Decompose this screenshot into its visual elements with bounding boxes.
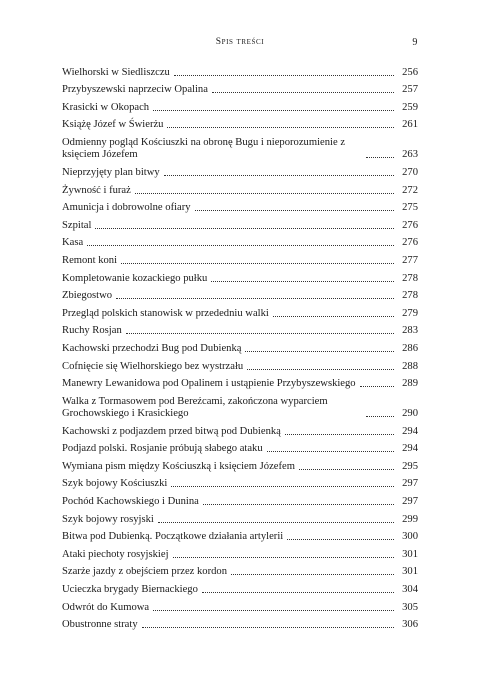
toc-entry-page: 256 — [402, 66, 418, 78]
toc-entry-page: 301 — [402, 566, 418, 578]
toc-entry-page: 263 — [402, 149, 418, 161]
header-title: Spis treści — [215, 37, 265, 47]
toc-entry-page: 278 — [402, 272, 418, 284]
toc-entry — [62, 232, 418, 250]
dot-leader — [267, 450, 394, 452]
toc-entry-page: 304 — [402, 584, 418, 596]
toc-entry-title: Książę Józef w Świerżu — [62, 119, 164, 131]
dot-leader — [171, 485, 394, 487]
toc-entry — [62, 420, 418, 438]
toc-entry — [62, 249, 418, 267]
toc-entry-title: Ataki piechoty rosyjskiej — [62, 548, 169, 560]
toc-entry — [62, 302, 418, 320]
toc-entry-title: Wielhorski w Siedliszczu — [62, 66, 170, 78]
dot-leader — [195, 209, 394, 211]
dot-leader — [366, 156, 394, 158]
toc-entry-title: Pochód Kachowskiego i Dunina — [62, 496, 199, 508]
toc-entry-title: Żywność i furaż — [62, 184, 131, 196]
dot-leader — [153, 609, 394, 611]
toc-entry — [62, 455, 418, 473]
toc-entry — [62, 285, 418, 303]
toc-entry-page: 270 — [402, 166, 418, 178]
toc-entry-page: 277 — [402, 254, 418, 266]
dot-leader — [202, 591, 394, 593]
toc-entry-title: Cofnięcie się Wielhorskiego bez wystrzału — [62, 360, 244, 372]
toc-entry — [62, 355, 418, 373]
toc-entry — [62, 131, 418, 161]
toc-entry — [62, 490, 418, 508]
toc-entry — [62, 179, 418, 197]
toc-entry-page: 288 — [402, 360, 418, 372]
toc-entry-page: 275 — [402, 202, 418, 214]
toc-entry-title: Nieprzyjęty plan bitwy — [62, 166, 160, 178]
toc-entry — [62, 114, 418, 132]
dot-leader — [153, 109, 394, 111]
toc-entry-title: Remont koni — [62, 254, 118, 266]
toc-entry-page: 261 — [402, 119, 418, 131]
toc-entry-page: 286 — [402, 342, 418, 354]
toc-entry-page: 299 — [402, 513, 418, 525]
toc-entry — [62, 390, 418, 420]
dot-leader — [287, 538, 394, 540]
toc-entry — [62, 543, 418, 561]
running-header — [62, 37, 418, 51]
toc-entry-page: 259 — [402, 101, 418, 113]
toc-entry-title: Szyk bojowy rosyjski — [62, 513, 154, 525]
dot-leader — [360, 385, 394, 387]
table-of-contents — [62, 61, 418, 631]
toc-entry — [62, 79, 418, 97]
toc-entry-page: 257 — [402, 84, 418, 96]
toc-entry-title: Szyk bojowy Kościuszki — [62, 478, 168, 490]
toc-entry — [62, 561, 418, 579]
toc-entry-page: 289 — [402, 378, 418, 390]
toc-entry-title: Obustronne straty — [62, 619, 138, 631]
toc-entry — [62, 161, 418, 179]
dot-leader — [211, 280, 394, 282]
toc-entry — [62, 197, 418, 215]
toc-entry — [62, 526, 418, 544]
dot-leader — [212, 91, 394, 93]
toc-entry — [62, 473, 418, 491]
dot-leader — [173, 556, 394, 558]
toc-entry — [62, 614, 418, 632]
toc-entry — [62, 373, 418, 391]
toc-entry-title: Zbiegostwo — [62, 290, 113, 302]
toc-entry-title: Podjazd polski. Rosjanie próbują słabego ataku — [62, 443, 263, 455]
dot-leader — [366, 415, 394, 417]
dot-leader — [285, 433, 394, 435]
toc-entry-page: 276 — [402, 219, 418, 231]
toc-entry-page: 305 — [402, 601, 418, 613]
toc-entry-title: Kompletowanie kozackiego pułku — [62, 272, 208, 284]
toc-entry-page: 297 — [402, 496, 418, 508]
dot-leader — [245, 350, 394, 352]
toc-entry-page: 290 — [402, 408, 418, 420]
toc-entry — [62, 596, 418, 614]
dot-leader — [95, 227, 394, 229]
toc-entry-page: 301 — [402, 548, 418, 560]
toc-entry-title: Odmienny pogląd Kościuszki na obronę Bugu i nieporozumienie z księciem Józefem — [62, 137, 346, 161]
dot-leader — [158, 521, 394, 523]
dot-leader — [174, 74, 394, 76]
toc-entry-title: Kachowski z podjazdem przed bitwą pod Dubienką — [62, 425, 281, 437]
dot-leader — [247, 368, 394, 370]
dot-leader — [121, 262, 394, 264]
dot-leader — [203, 503, 394, 505]
toc-entry — [62, 267, 418, 285]
toc-entry-page: 278 — [402, 290, 418, 302]
toc-entry-title: Ucieczka brygady Biernackiego — [62, 584, 198, 596]
toc-entry — [62, 96, 418, 114]
dot-leader — [299, 468, 394, 470]
toc-entry-title: Amunicja i dobrowolne ofiary — [62, 202, 191, 214]
toc-entry — [62, 578, 418, 596]
toc-entry-title: Walka z Tormasowem pod Bereźcami, zakończona wyparciem Grochowskiego i Krasickiego — [62, 396, 328, 420]
dot-leader — [167, 126, 394, 128]
toc-entry — [62, 438, 418, 456]
toc-entry-page: 297 — [402, 478, 418, 490]
dot-leader — [273, 315, 394, 317]
toc-entry — [62, 61, 418, 79]
toc-entry-title: Przegląd polskich stanowisk w przededniu walki — [62, 307, 269, 319]
toc-entry-title: Przybyszewski naprzeciw Opalina — [62, 84, 208, 96]
dot-leader — [142, 626, 394, 628]
toc-entry-page: 306 — [402, 619, 418, 631]
toc-entry-page: 276 — [402, 237, 418, 249]
toc-entry-title: Szpital — [62, 219, 92, 231]
toc-entry-title: Szarże jazdy z obejściem przez kordon — [62, 566, 228, 578]
toc-entry-title: Bitwa pod Dubienką. Początkowe działania artylerii — [62, 531, 284, 543]
header-page-number: 9 — [412, 37, 418, 48]
toc-entry-title: Krasicki w Okopach — [62, 101, 150, 113]
toc-entry — [62, 337, 418, 355]
toc-entry-page: 294 — [402, 443, 418, 455]
toc-entry-title: Wymiana pism między Kościuszką i księciem Józefem — [62, 460, 295, 472]
toc-entry-page: 283 — [402, 325, 418, 337]
dot-leader — [135, 192, 394, 194]
dot-leader — [164, 174, 394, 176]
toc-entry-page: 279 — [402, 307, 418, 319]
dot-leader — [116, 297, 394, 299]
toc-entry-page: 300 — [402, 531, 418, 543]
toc-entry — [62, 214, 418, 232]
toc-entry-title: Odwrót do Kumowa — [62, 601, 150, 613]
toc-entry-page: 294 — [402, 425, 418, 437]
toc-entry-page: 272 — [402, 184, 418, 196]
dot-leader — [231, 573, 394, 575]
toc-entry-title: Kachowski przechodzi Bug pod Dubienką — [62, 342, 242, 354]
toc-entry-title: Manewry Lewanidowa pod Opalinem i ustąpienie Przybyszewskiego — [62, 378, 356, 390]
toc-entry-page: 295 — [402, 460, 418, 472]
toc-entry-title: Kasa — [62, 237, 84, 249]
toc-entry — [62, 320, 418, 338]
dot-leader — [87, 244, 394, 246]
dot-leader — [126, 332, 394, 334]
toc-entry-title: Ruchy Rosjan — [62, 325, 122, 337]
toc-entry — [62, 508, 418, 526]
